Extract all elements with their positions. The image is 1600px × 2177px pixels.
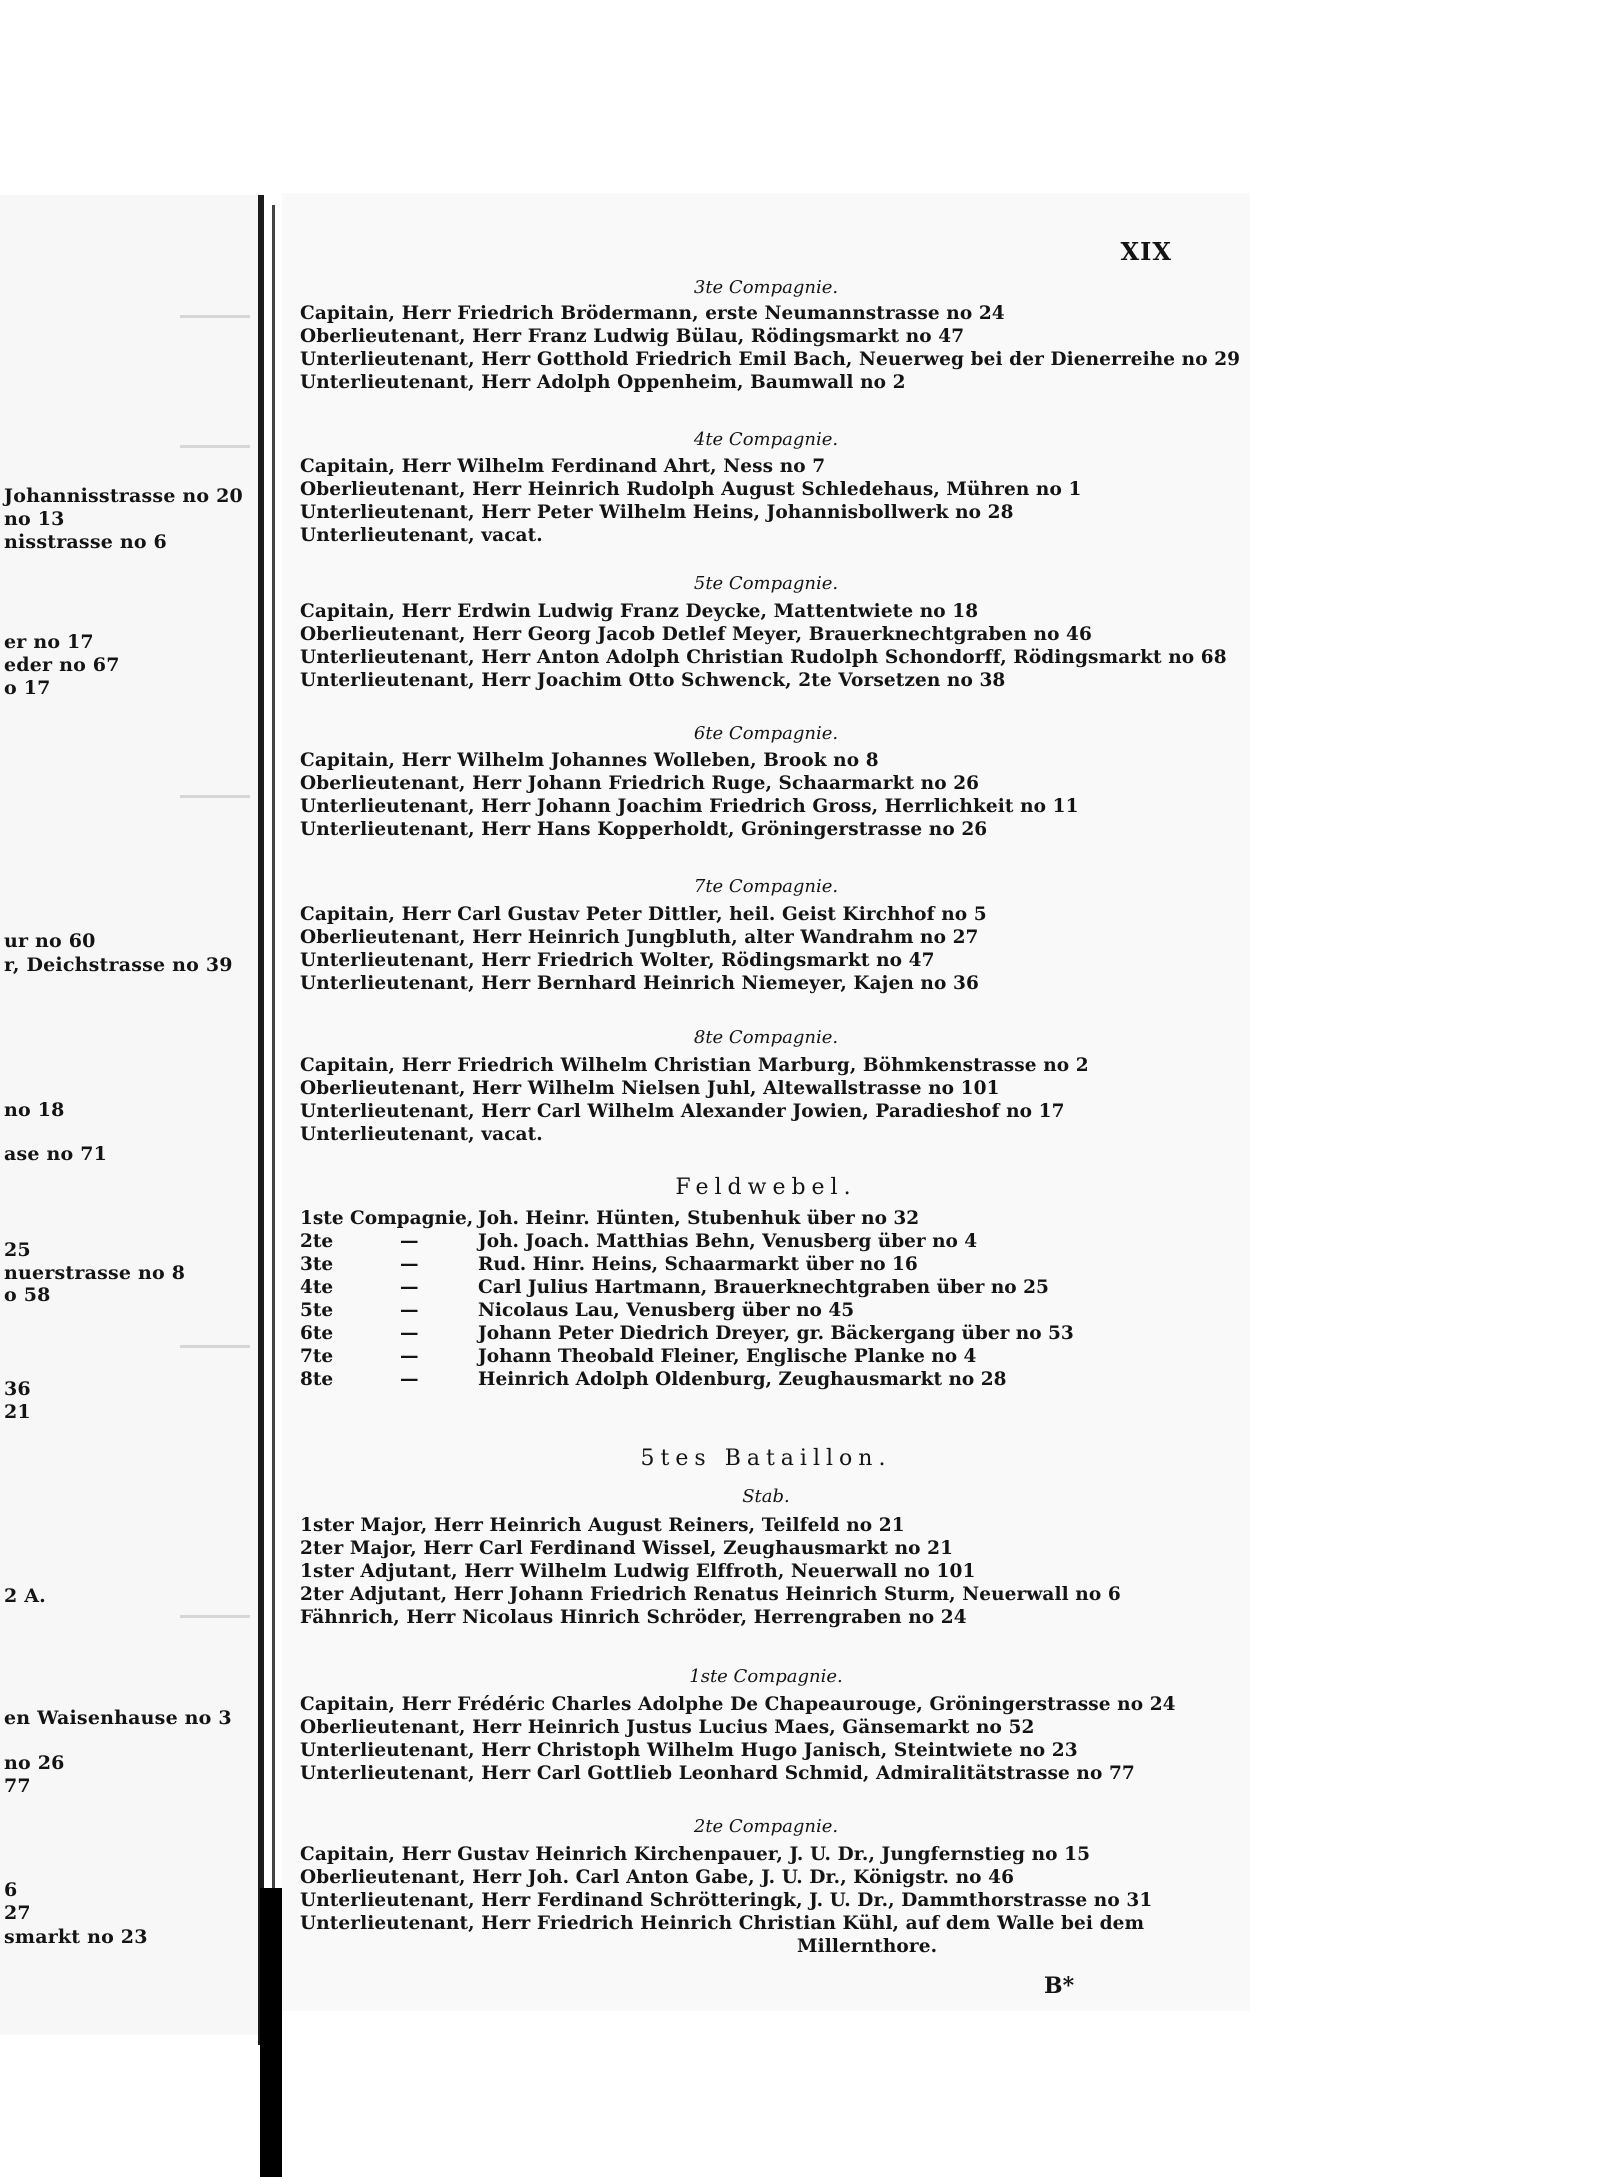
officer-line: Capitain, Herr Gustav Heinrich Kirchenpauer, J. U. Dr., Jungfernstieg no 15: [300, 1844, 1091, 1865]
left-fragment-line: 25: [4, 1239, 31, 1261]
officer-line: Unterlieutenant, Herr Johann Joachim Friedrich Gross, Herrlichkeit no 11: [300, 796, 1079, 817]
officer-line: Oberlieutenant, Herr Wilhelm Nielsen Juhl, Altewallstrasse no 101: [300, 1078, 1000, 1099]
feldwebel-heading: Feldwebel.: [675, 1175, 857, 1200]
company-heading: 5te Compagnie.: [693, 573, 839, 594]
company-heading: 1ste Compagnie.: [689, 1666, 843, 1687]
feldwebel-entry: Carl Julius Hartmann, Brauerknechtgraben über no 25: [478, 1277, 1049, 1298]
battalion-heading: 5tes Bataillon.: [640, 1446, 892, 1471]
left-fragment-line: ase no 71: [4, 1143, 108, 1165]
feldwebel-ditto: —: [400, 1369, 419, 1390]
feldwebel-ditto: —: [400, 1277, 419, 1298]
feldwebel-entry: Johann Peter Diedrich Dreyer, gr. Bäckergang über no 53: [478, 1323, 1074, 1344]
stab-heading: Stab.: [742, 1486, 790, 1507]
company-heading: 8te Compagnie.: [693, 1027, 839, 1048]
left-fragment-line: ur no 60: [4, 930, 96, 952]
feldwebel-row: [300, 1300, 854, 1322]
feldwebel-row: [300, 1323, 1074, 1345]
feldwebel-company: 4te: [300, 1277, 334, 1298]
document-page: [282, 193, 1250, 2011]
officer-line: Fähnrich, Herr Nicolaus Hinrich Schröder, Herrengraben no 24: [300, 1607, 967, 1628]
left-fragment-line: 36: [4, 1378, 31, 1400]
company-heading: 6te Compagnie.: [693, 723, 839, 744]
feldwebel-row: [300, 1208, 919, 1230]
left-fragment-line: 27: [4, 1902, 31, 1924]
officer-line: Oberlieutenant, Herr Heinrich Justus Lucius Maes, Gänsemarkt no 52: [300, 1717, 1035, 1738]
officer-line: Oberlieutenant, Herr Georg Jacob Detlef Meyer, Brauerknechtgraben no 46: [300, 624, 1092, 645]
officer-line: Oberlieutenant, Herr Franz Ludwig Bülau, Rödingsmarkt no 47: [300, 326, 965, 347]
officer-line: Unterlieutenant, Herr Hans Kopperholdt, Gröningerstrasse no 26: [300, 819, 988, 840]
company-heading: 4te Compagnie.: [693, 429, 839, 450]
officer-line: Capitain, Herr Friedrich Wilhelm Christian Marburg, Böhmkenstrasse no 2: [300, 1055, 1089, 1076]
officer-line: Capitain, Herr Carl Gustav Peter Dittler, heil. Geist Kirchhof no 5: [300, 904, 987, 925]
company-heading: 3te Compagnie.: [693, 277, 839, 298]
officer-line: Unterlieutenant, vacat.: [300, 1124, 543, 1145]
feldwebel-entry: Joh. Heinr. Hünten, Stubenhuk über no 32: [478, 1208, 920, 1229]
signature-mark: B*: [1044, 1973, 1075, 1999]
left-fragment-line: smarkt no 23: [4, 1926, 148, 1948]
officer-line: 1ster Major, Herr Heinrich August Reiners, Teilfeld no 21: [300, 1515, 905, 1536]
officer-line: Capitain, Herr Frédéric Charles Adolphe De Chapeaurouge, Gröningerstrasse no 24: [300, 1694, 1176, 1715]
feldwebel-entry: Heinrich Adolph Oldenburg, Zeughausmarkt no 28: [478, 1369, 1007, 1390]
left-fragment-line: r, Deichstrasse no 39: [4, 954, 233, 976]
officer-line: 1ster Adjutant, Herr Wilhelm Ludwig Elffroth, Neuerwall no 101: [300, 1561, 976, 1582]
officer-line: Capitain, Herr Erdwin Ludwig Franz Deycke, Mattentwiete no 18: [300, 601, 979, 622]
gutter-dark-band: [260, 1888, 282, 2177]
officer-line: Unterlieutenant, Herr Friedrich Wolter, Rödingsmarkt no 47: [300, 950, 935, 971]
left-fragment-line: 77: [4, 1775, 31, 1797]
officer-line: Unterlieutenant, Herr Christoph Wilhelm Hugo Janisch, Steintwiete no 23: [300, 1740, 1078, 1761]
feldwebel-row: [300, 1369, 1006, 1391]
left-fragment-line: o 58: [4, 1284, 51, 1306]
officer-line: Unterlieutenant, Herr Anton Adolph Christian Rudolph Schondorff, Rödingsmarkt no 68: [300, 647, 1227, 668]
left-fragment-line: er no 17: [4, 631, 94, 653]
officer-line-continuation: Millernthore.: [797, 1936, 938, 1957]
officer-line: Unterlieutenant, Herr Peter Wilhelm Heins, Johannisbollwerk no 28: [300, 502, 1014, 523]
feldwebel-row: [300, 1254, 918, 1276]
officer-line: Unterlieutenant, vacat.: [300, 525, 543, 546]
feldwebel-ditto: —: [400, 1254, 419, 1275]
officer-line: Unterlieutenant, Herr Gotthold Friedrich Emil Bach, Neuerweg bei der Dienerreihe no 29: [300, 349, 1241, 370]
feldwebel-company: 7te: [300, 1346, 334, 1367]
officer-line: Oberlieutenant, Herr Johann Friedrich Ruge, Schaarmarkt no 26: [300, 773, 980, 794]
company-heading: 2te Compagnie.: [693, 1816, 839, 1837]
feldwebel-entry: Joh. Joach. Matthias Behn, Venusberg über no 4: [478, 1231, 978, 1252]
officer-line: Unterlieutenant, Herr Carl Gottlieb Leonhard Schmid, Admiralitätstrasse no 77: [300, 1763, 1135, 1784]
gutter-shadow: [258, 195, 264, 2045]
officer-line: Unterlieutenant, Herr Joachim Otto Schwenck, 2te Vorsetzen no 38: [300, 670, 1006, 691]
officer-line: Unterlieutenant, Herr Friedrich Heinrich Christian Kühl, auf dem Walle bei dem: [300, 1913, 1145, 1934]
feldwebel-company: 1ste Compagnie,: [300, 1208, 474, 1229]
officer-line: Unterlieutenant, Herr Ferdinand Schrötteringk, J. U. Dr., Dammthorstrasse no 31: [300, 1890, 1153, 1911]
officer-line: 2ter Major, Herr Carl Ferdinand Wissel, Zeughausmarkt no 21: [300, 1538, 954, 1559]
page-number: XIX: [1120, 237, 1172, 266]
left-fragment-line: en Waisenhause no 3: [4, 1707, 232, 1729]
left-fragment-line: 6: [4, 1879, 18, 1901]
feldwebel-ditto: —: [400, 1300, 419, 1321]
left-fragment-line: no 26: [4, 1752, 65, 1774]
feldwebel-entry: Johann Theobald Fleiner, Englische Planke no 4: [478, 1346, 977, 1367]
feldwebel-company: 3te: [300, 1254, 334, 1275]
left-fragment-line: nisstrasse no 6: [4, 531, 167, 553]
feldwebel-company: 8te: [300, 1369, 334, 1390]
feldwebel-ditto: —: [400, 1231, 419, 1252]
officer-line: Capitain, Herr Wilhelm Ferdinand Ahrt, Ness no 7: [300, 456, 826, 477]
officer-line: Oberlieutenant, Herr Heinrich Jungbluth, alter Wandrahm no 27: [300, 927, 979, 948]
left-fragment-line: 2 A.: [4, 1585, 46, 1607]
gutter-edge: [272, 205, 275, 2035]
feldwebel-row: [300, 1231, 977, 1253]
feldwebel-entry: Nicolaus Lau, Venusberg über no 45: [478, 1300, 855, 1321]
left-fragment-line: no 18: [4, 1099, 65, 1121]
adjacent-page-fragment: [0, 195, 258, 2035]
left-fragment-line: eder no 67: [4, 654, 120, 676]
officer-line: Unterlieutenant, Herr Carl Wilhelm Alexander Jowien, Paradieshof no 17: [300, 1101, 1065, 1122]
left-fragment-line: no 13: [4, 508, 65, 530]
officer-line: Capitain, Herr Friedrich Brödermann, erste Neumannstrasse no 24: [300, 303, 1005, 324]
officer-line: 2ter Adjutant, Herr Johann Friedrich Renatus Heinrich Sturm, Neuerwall no 6: [300, 1584, 1121, 1605]
officer-line: Oberlieutenant, Herr Heinrich Rudolph August Schledehaus, Mühren no 1: [300, 479, 1082, 500]
feldwebel-entry: Rud. Hinr. Heins, Schaarmarkt über no 16: [478, 1254, 918, 1275]
feldwebel-row: [300, 1346, 976, 1368]
feldwebel-row: [300, 1277, 1049, 1299]
officer-line: Capitain, Herr Wilhelm Johannes Wolleben, Brook no 8: [300, 750, 879, 771]
officer-line: Oberlieutenant, Herr Joh. Carl Anton Gabe, J. U. Dr., Königstr. no 46: [300, 1867, 1015, 1888]
feldwebel-company: 5te: [300, 1300, 334, 1321]
officer-line: Unterlieutenant, Herr Bernhard Heinrich Niemeyer, Kajen no 36: [300, 973, 979, 994]
feldwebel-ditto: —: [400, 1346, 419, 1367]
feldwebel-company: 6te: [300, 1323, 334, 1344]
company-heading: 7te Compagnie.: [693, 876, 839, 897]
left-fragment-line: Johannisstrasse no 20: [4, 485, 243, 507]
feldwebel-ditto: —: [400, 1323, 419, 1344]
officer-line: Unterlieutenant, Herr Adolph Oppenheim, Baumwall no 2: [300, 372, 906, 393]
left-fragment-line: 21: [4, 1401, 31, 1423]
feldwebel-company: 2te: [300, 1231, 334, 1252]
left-fragment-line: o 17: [4, 677, 51, 699]
left-fragment-line: nuerstrasse no 8: [4, 1262, 186, 1284]
